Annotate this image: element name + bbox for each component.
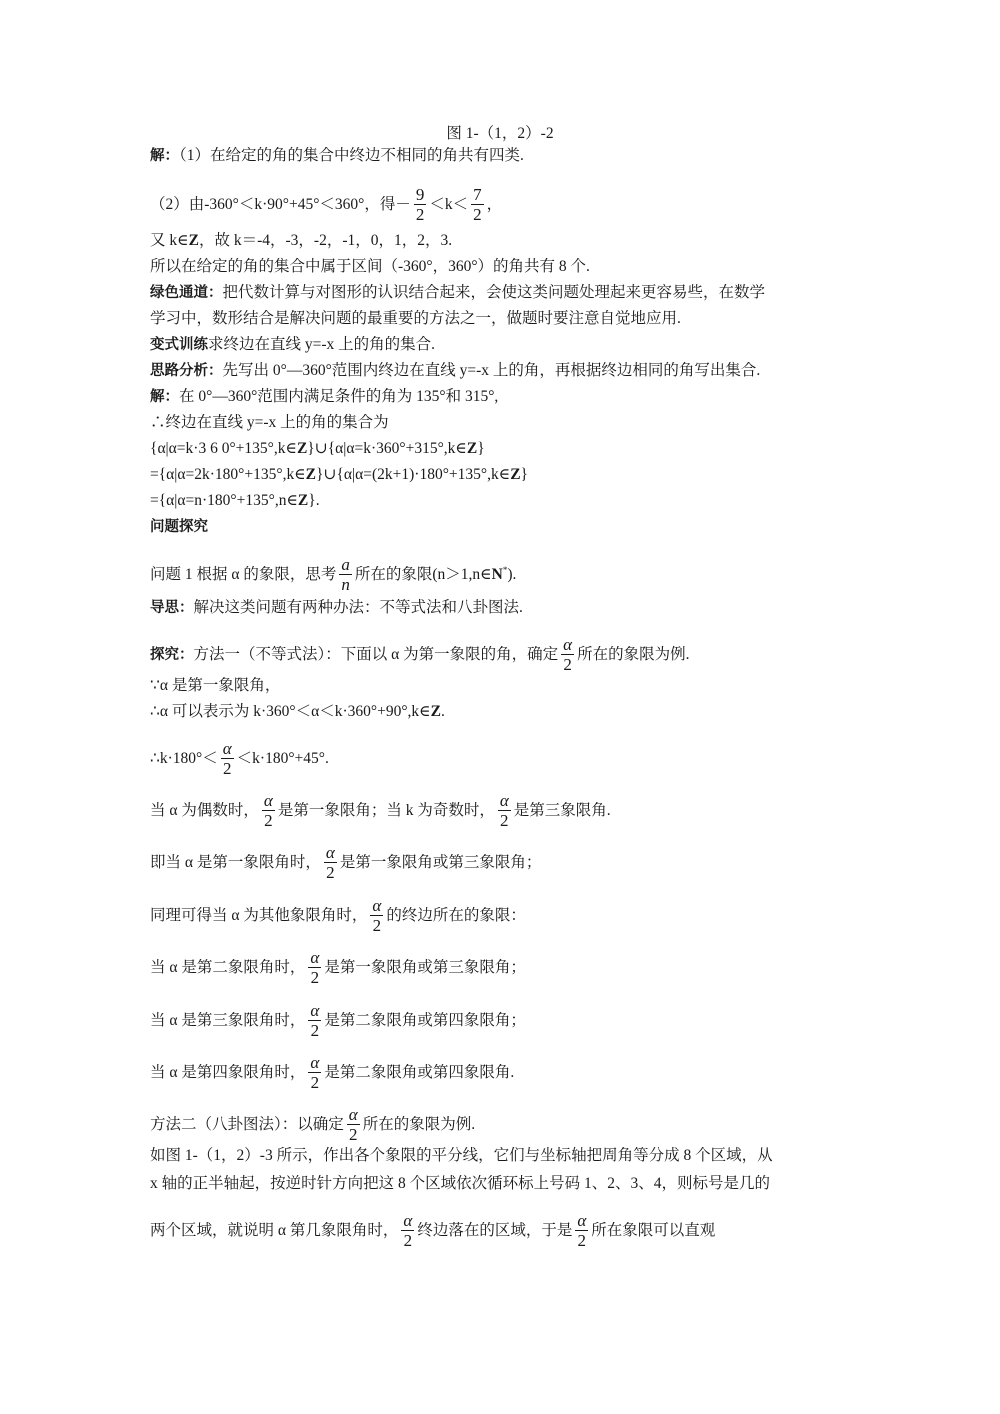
fraction-alpha-2: [347, 1105, 360, 1144]
frac-num: α: [372, 896, 382, 915]
method1-line9: [150, 1054, 514, 1093]
explore-post: 所在的象限为例.: [577, 646, 690, 664]
method2-paragraph-3: [150, 1212, 715, 1251]
solution-part2: [150, 186, 502, 225]
fraction-alpha-2: [308, 1001, 321, 1040]
q1-end: ).: [507, 566, 517, 584]
frac-den: 2: [264, 811, 273, 830]
variant-label: 变式训练: [150, 337, 208, 353]
fraction-7-2: [471, 185, 484, 224]
set-text: ={α|α=n·180°+135°,n∈: [150, 492, 298, 509]
text: 是第一象限角或第三象限角；: [324, 959, 526, 977]
part2-mid: ＜k＜: [429, 196, 469, 214]
inquiry-heading: [150, 517, 208, 537]
frac-den: 2: [310, 1073, 320, 1092]
fraction-alpha-2: [401, 1211, 414, 1250]
text: 的终边所在的象限：: [386, 907, 526, 925]
text: 当 α 为偶数时，: [150, 802, 259, 820]
solution2-label: 解：: [150, 389, 179, 405]
green-channel-cont: 学习中，数形结合是解决问题的最重要的方法之一，做题时要注意自觉地应用.: [150, 310, 681, 327]
integer-set-symbol: Z: [510, 466, 521, 483]
solution2: [150, 387, 498, 407]
frac-num: α: [325, 843, 335, 862]
frac-den: 2: [222, 759, 232, 778]
k-line-pre: 又 k∈: [150, 232, 189, 249]
solution-part1-text: （1）在给定的角的集合中终边不相同的角共有四类.: [179, 147, 524, 164]
method2-line1: [150, 1106, 475, 1145]
k-values-line: [150, 231, 452, 251]
therefore-line: ∴终边在直线 y=-x 上的角的集合为: [150, 414, 389, 431]
fraction-alpha-2: [324, 843, 337, 882]
frac-num: 7: [473, 185, 482, 204]
fraction-alpha-2: [308, 1053, 321, 1092]
guide: [150, 598, 523, 618]
fraction-a-n: [339, 555, 352, 594]
frac-den: 2: [415, 205, 425, 224]
analysis-label: 思路分析：: [150, 363, 223, 379]
frac-den: 2: [372, 916, 382, 935]
integer-set-symbol: Z: [466, 440, 478, 457]
frac-den: n: [341, 575, 350, 594]
k-line-post: ，故 k＝-4，-3，-2，-1，0，1，2，3.: [198, 232, 453, 249]
set-line-2: [150, 465, 528, 485]
solution2-text: 在 0°—360°范围内满足条件的角为 135°和 315°,: [179, 388, 499, 405]
integer-set-symbol: Z: [430, 703, 441, 720]
guide-label: 导思：: [150, 600, 194, 616]
frac-num: α: [403, 1211, 413, 1230]
frac-den: 2: [310, 968, 320, 987]
frac-den: 2: [326, 863, 335, 882]
text: 所在象限可以直观: [591, 1222, 716, 1240]
text: 是第二象限角或第四象限角.: [324, 1064, 515, 1082]
method2-paragraph-2: x 轴的正半轴起，按逆时针方向把这 8 个区域依次循环标上号码 1、2、3、4，则标号是几的: [150, 1175, 771, 1192]
text: ＜k·180°+45°.: [236, 750, 329, 768]
text: 方法二（八卦图法）：以确定: [150, 1116, 344, 1134]
text: 两个区域，就说明 α 第几象限角时，: [150, 1222, 399, 1240]
fraction-alpha-2: [575, 1211, 588, 1250]
variant-text: 求终边在直线 y=-x 上的角的集合.: [208, 336, 436, 353]
frac-num: a: [341, 555, 350, 574]
fraction-alpha-2: [308, 948, 321, 987]
text: 所在的象限为例.: [362, 1116, 476, 1134]
set-text: }: [477, 440, 485, 457]
guide-text: 解决这类问题有两种办法：不等式法和八卦图法.: [193, 599, 523, 616]
analysis-text: 先写出 0°—360°范围内终边在直线 y=-x 上的角，再根据终边相同的角写出集合.: [222, 362, 761, 379]
question-1: [150, 556, 516, 595]
section-heading: 问题探究: [150, 519, 208, 535]
method1-line8: [150, 1002, 526, 1041]
set-text: }.: [308, 492, 320, 509]
method1-line5: [150, 844, 541, 883]
frac-num: α: [577, 1211, 587, 1230]
method1-line4: [150, 792, 611, 831]
part2-pre: （2）由-360°＜k·90°+45°＜360°，得－: [150, 196, 411, 214]
fraction-alpha-2: [262, 791, 275, 830]
set-text: }∪{α|α=k·360°+315°,k∈: [307, 440, 467, 457]
part2-post: ，: [486, 196, 503, 214]
green-channel: [150, 283, 765, 303]
fraction-alpha-2: [561, 635, 574, 674]
text: 终边落在的区域，于是: [417, 1222, 573, 1240]
text: 是第二象限角或第四象限角；: [324, 1012, 526, 1030]
frac-den: 2: [473, 205, 482, 224]
fraction-9-2: [414, 185, 427, 224]
frac-den: 2: [563, 655, 572, 674]
set-line-3: [150, 491, 320, 511]
natural-set-symbol: N: [491, 566, 503, 584]
fraction-alpha-2: [221, 739, 234, 778]
text: 当 α 是第二象限角时，: [150, 959, 306, 977]
frac-num: α: [348, 1105, 358, 1124]
frac-den: 2: [403, 1231, 413, 1250]
text: .: [440, 703, 445, 720]
text: ∴α 可以表示为 k·360°＜α＜k·360°+90°,k∈: [150, 703, 431, 720]
superscript-star: *: [502, 564, 508, 575]
text: ∴k·180°＜: [150, 750, 218, 768]
green-channel-text: 把代数计算与对图形的认识结合起来，会使这类问题处理起来更容易些，在数学: [222, 284, 766, 301]
frac-num: α: [263, 791, 273, 810]
set-text: }: [520, 466, 528, 483]
q1-post: 所在的象限(n＞1,n∈: [354, 566, 492, 584]
analysis: [150, 361, 760, 381]
frac-den: 2: [310, 1021, 320, 1040]
solution-conclusion: 所以在给定的角的集合中属于区间（-360°，360°）的角共有 8 个.: [150, 258, 590, 275]
frac-num: α: [310, 948, 320, 967]
frac-num: α: [222, 739, 232, 758]
text: 同理可得当 α 为其他象限角时，: [150, 907, 368, 925]
integer-set-symbol: Z: [297, 492, 309, 509]
integer-set-symbol: Z: [188, 232, 199, 249]
solution-part1: [150, 146, 524, 166]
integer-set-symbol: Z: [305, 466, 317, 483]
method1-line1: ∵α 是第一象限角，: [150, 677, 281, 694]
frac-num: α: [310, 1053, 320, 1072]
method2-paragraph-1: 如图 1-（1，2）-3 所示，作出各个象限的平分线，它们与坐标轴把周角等分成 8 个区域，从: [150, 1147, 773, 1164]
green-channel-label: 绿色通道：: [150, 285, 223, 301]
solution-label: 解：: [150, 148, 179, 164]
q1-pre: 问题 1 根据 α 的象限，思考: [150, 566, 337, 584]
text: 即当 α 是第一象限角时，: [150, 854, 321, 872]
set-line-1: [150, 439, 485, 459]
set-text: }∪{α|α=(2k+1)·180°+135°,k∈: [316, 466, 511, 483]
set-text: {α|α=k·3 6 0°+135°,k∈: [150, 440, 297, 457]
method1-line2: [150, 702, 445, 722]
explore-pre: 方法一（不等式法）：下面以 α 为第一象限的角，确定: [193, 646, 559, 664]
frac-num: α: [563, 635, 573, 654]
fraction-alpha-2: [370, 896, 383, 935]
frac-num: 9: [415, 185, 425, 204]
figure-caption: 图 1-（1，2）-2: [446, 125, 554, 142]
method1-line3: [150, 740, 329, 779]
method1-line6: [150, 897, 526, 936]
explore: [150, 636, 689, 675]
frac-num: α: [310, 1001, 320, 1020]
frac-den: 2: [500, 811, 509, 830]
variant-training: [150, 335, 435, 355]
set-text: ={α|α=2k·180°+135°,k∈: [150, 466, 306, 483]
text: 是第一象限角；当 k 为奇数时，: [277, 802, 495, 820]
text: 当 α 是第四象限角时，: [150, 1064, 306, 1082]
method1-line7: [150, 949, 526, 988]
frac-num: α: [499, 791, 509, 810]
text: 当 α 是第三象限角时，: [150, 1012, 306, 1030]
text: 是第一象限角或第三象限角；: [339, 854, 542, 872]
explore-label: 探究：: [150, 647, 194, 664]
frac-den: 2: [577, 1231, 587, 1250]
frac-den: 2: [348, 1125, 358, 1144]
integer-set-symbol: Z: [296, 440, 308, 457]
text: 是第三象限角.: [513, 802, 611, 820]
fraction-alpha-2: [498, 791, 511, 830]
